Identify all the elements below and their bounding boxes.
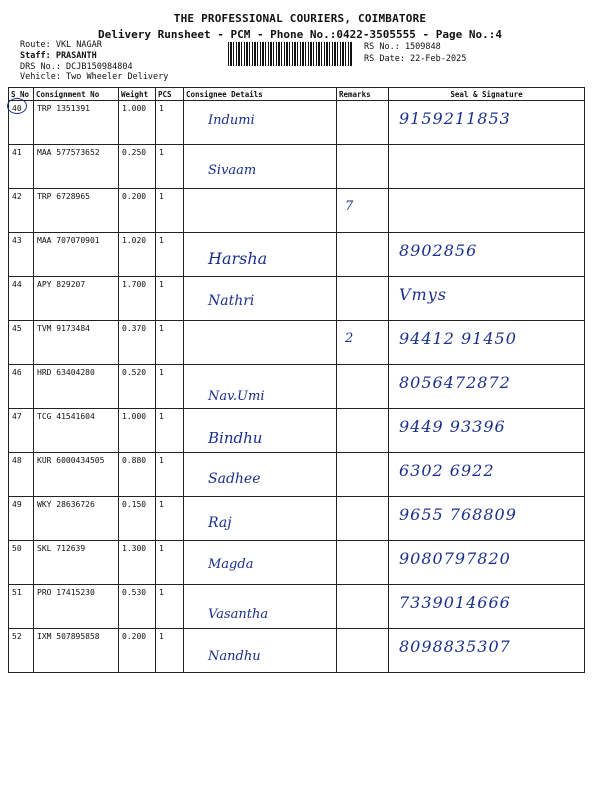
- col-header-signature: Seal & Signature: [389, 88, 585, 101]
- drs-number: DRS No.: DCJB150984804: [20, 62, 133, 72]
- cell-consignee: [184, 321, 337, 365]
- cell-pcs: 1: [156, 453, 184, 497]
- consignee-handwriting: Harsha: [208, 249, 268, 268]
- cell-signature: [389, 453, 585, 497]
- cell-signature: [389, 321, 585, 365]
- cell-consignee: [184, 365, 337, 409]
- cell-consignment-no: APY 829207: [34, 277, 119, 321]
- signature-handwriting: 8098835307: [399, 637, 511, 656]
- cell-weight: 0.520: [119, 365, 156, 409]
- cell-weight: 0.370: [119, 321, 156, 365]
- cell-consignee: [184, 189, 337, 233]
- cell-signature: [389, 365, 585, 409]
- cell-consignee: [184, 145, 337, 189]
- cell-sno: 48: [9, 453, 34, 497]
- cell-weight: 0.200: [119, 629, 156, 673]
- cell-sno: 52: [9, 629, 34, 673]
- cell-consignee: [184, 409, 337, 453]
- cell-weight: 1.700: [119, 277, 156, 321]
- consignee-handwriting: Vasantha: [208, 607, 269, 622]
- cell-consignee: [184, 585, 337, 629]
- cell-signature: [389, 541, 585, 585]
- cell-weight: 1.000: [119, 101, 156, 145]
- cell-consignee: [184, 101, 337, 145]
- table-row: [9, 189, 585, 233]
- table-header-row: [9, 88, 585, 101]
- cell-pcs: 1: [156, 101, 184, 145]
- cell-consignee: [184, 233, 337, 277]
- signature-handwriting: 8902856: [399, 241, 478, 260]
- cell-signature: [389, 585, 585, 629]
- cell-consignment-no: TCG 41541604: [34, 409, 119, 453]
- route-label: Route: VKL NAGAR: [20, 40, 102, 50]
- cell-pcs: 1: [156, 585, 184, 629]
- cell-consignment-no: HRD 63404280: [34, 365, 119, 409]
- table-row: [9, 365, 585, 409]
- cell-consignee: [184, 453, 337, 497]
- cell-weight: 0.250: [119, 145, 156, 189]
- cell-consignee: [184, 629, 337, 673]
- consignee-handwriting: Nandhu: [208, 649, 261, 664]
- col-header-sno: S No: [9, 88, 34, 101]
- cell-remarks: [337, 145, 389, 189]
- signature-handwriting: 9449 93396: [399, 417, 506, 436]
- signature-handwriting: 9080797820: [399, 549, 511, 568]
- table-row: [9, 277, 585, 321]
- signature-handwriting: Vmys: [399, 285, 447, 304]
- table-row: [9, 541, 585, 585]
- cell-weight: 1.000: [119, 409, 156, 453]
- table-row: [9, 629, 585, 673]
- cell-remarks: [337, 321, 389, 365]
- cell-remarks: [337, 453, 389, 497]
- cell-consignee: [184, 497, 337, 541]
- cell-sno: 51: [9, 585, 34, 629]
- table-row: [9, 409, 585, 453]
- cell-remarks: [337, 189, 389, 233]
- col-header-remarks: Remarks: [337, 88, 389, 101]
- cell-sno: 46: [9, 365, 34, 409]
- consignee-handwriting: Bindhu: [208, 429, 263, 447]
- cell-pcs: 1: [156, 277, 184, 321]
- table-row: [9, 585, 585, 629]
- cell-pcs: 1: [156, 629, 184, 673]
- table-row: [9, 145, 585, 189]
- signature-handwriting: 94412 91450: [399, 329, 517, 348]
- signature-handwriting: 6302 6922: [399, 461, 495, 480]
- cell-sno: 43: [9, 233, 34, 277]
- runsheet-subtitle: Delivery Runsheet - PCM - Phone No.:0422-3505555 - Page No.:4: [98, 28, 502, 41]
- cell-remarks: [337, 365, 389, 409]
- cell-sno: 47: [9, 409, 34, 453]
- cell-consignment-no: TRP 6728965: [34, 189, 119, 233]
- table-row: [9, 321, 585, 365]
- signature-handwriting: 7339014666: [399, 593, 511, 612]
- cell-sno: 40: [9, 101, 34, 145]
- cell-pcs: 1: [156, 233, 184, 277]
- cell-sno: 44: [9, 277, 34, 321]
- cell-weight: 0.150: [119, 497, 156, 541]
- signature-handwriting: 9655 768809: [399, 505, 517, 524]
- cell-remarks: [337, 629, 389, 673]
- cell-pcs: 1: [156, 145, 184, 189]
- cell-sno: 41: [9, 145, 34, 189]
- cell-remarks: [337, 497, 389, 541]
- consignee-handwriting: Sadhee: [208, 471, 261, 487]
- barcode: [228, 42, 352, 66]
- cell-remarks: [337, 233, 389, 277]
- cell-consignment-no: IXM 507895858: [34, 629, 119, 673]
- consignee-handwriting: Magda: [208, 557, 254, 572]
- consignee-handwriting: Nathri: [208, 293, 255, 309]
- signature-handwriting: 9159211853: [399, 109, 511, 128]
- rs-number: RS No.: 1509848: [364, 42, 441, 52]
- cell-weight: 1.300: [119, 541, 156, 585]
- cell-signature: [389, 101, 585, 145]
- cell-sno: 42: [9, 189, 34, 233]
- cell-weight: 1.020: [119, 233, 156, 277]
- cell-pcs: 1: [156, 409, 184, 453]
- rs-date: RS Date: 22-Feb-2025: [364, 54, 467, 64]
- table-row: [9, 233, 585, 277]
- col-header-pcs: PCS: [156, 88, 184, 101]
- cell-pcs: 1: [156, 541, 184, 585]
- signature-handwriting: 8056472872: [399, 373, 511, 392]
- cell-consignee: [184, 277, 337, 321]
- cell-remarks: [337, 409, 389, 453]
- cell-pcs: 1: [156, 321, 184, 365]
- cell-signature: [389, 409, 585, 453]
- cell-signature: [389, 629, 585, 673]
- consignee-handwriting: Sivaam: [208, 163, 257, 178]
- cell-sno: 49: [9, 497, 34, 541]
- cell-consignment-no: PRO 17415230: [34, 585, 119, 629]
- cell-pcs: 1: [156, 365, 184, 409]
- handwritten-circle: [7, 98, 27, 114]
- col-header-weight: Weight: [119, 88, 156, 101]
- cell-consignment-no: WKY 28636726: [34, 497, 119, 541]
- cell-signature: [389, 189, 585, 233]
- table-row: [9, 453, 585, 497]
- consignee-handwriting: Nav.Umi: [208, 389, 265, 404]
- col-header-consignee: Consignee Details: [184, 88, 337, 101]
- cell-sno: 45: [9, 321, 34, 365]
- consignee-handwriting: Raj: [208, 515, 232, 531]
- cell-consignment-no: TVM 9173484: [34, 321, 119, 365]
- cell-weight: 0.880: [119, 453, 156, 497]
- vehicle-label: Vehicle: Two Wheeler Delivery: [20, 72, 169, 82]
- cell-weight: 0.530: [119, 585, 156, 629]
- cell-remarks: [337, 585, 389, 629]
- company-title: THE PROFESSIONAL COURIERS, COIMBATORE: [173, 12, 427, 25]
- cell-pcs: 1: [156, 497, 184, 541]
- cell-remarks: [337, 101, 389, 145]
- cell-consignee: [184, 541, 337, 585]
- delivery-table: [8, 87, 585, 673]
- cell-consignment-no: TRP 1351391: [34, 101, 119, 145]
- cell-signature: [389, 277, 585, 321]
- cell-weight: 0.200: [119, 189, 156, 233]
- cell-remarks: [337, 277, 389, 321]
- cell-consignment-no: MAA 577573652: [34, 145, 119, 189]
- col-header-consignment: Consignment No: [34, 88, 119, 101]
- remark-handwriting: 7: [345, 199, 354, 214]
- cell-sno: 50: [9, 541, 34, 585]
- table-row: [9, 101, 585, 145]
- cell-consignment-no: SKL 712639: [34, 541, 119, 585]
- remark-handwriting: 2: [345, 331, 354, 346]
- consignee-handwriting: Indumi: [208, 113, 255, 128]
- cell-consignment-no: MAA 707070901: [34, 233, 119, 277]
- cell-signature: [389, 233, 585, 277]
- staff-label: Staff: PRASANTH: [20, 51, 97, 61]
- cell-pcs: 1: [156, 189, 184, 233]
- cell-consignment-no: KUR 6000434505: [34, 453, 119, 497]
- table-row: [9, 497, 585, 541]
- cell-signature: [389, 497, 585, 541]
- cell-signature: [389, 145, 585, 189]
- cell-remarks: [337, 541, 389, 585]
